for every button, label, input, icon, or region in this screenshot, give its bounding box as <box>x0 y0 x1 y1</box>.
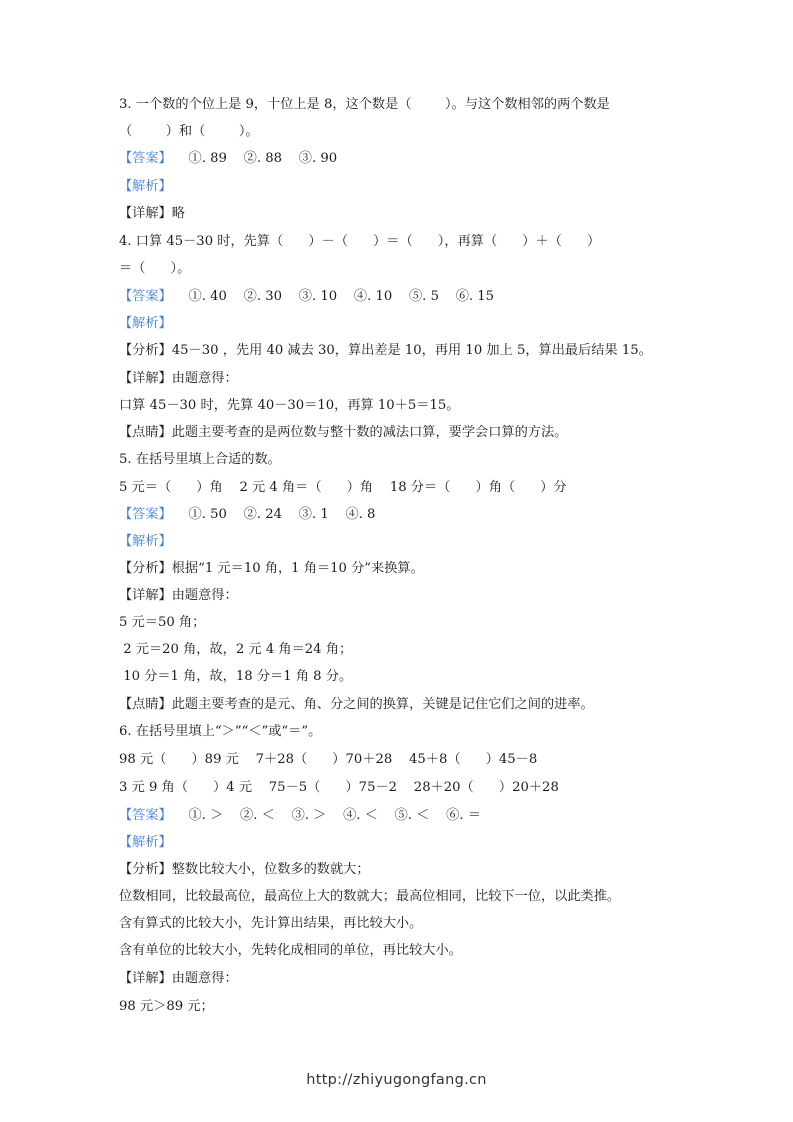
section-label: 【答案】 <box>119 808 172 823</box>
section-text: ①. 50 ②. 24 ③. 1 ④. 8 <box>171 507 376 522</box>
section-label: 【解析】 <box>119 179 172 194</box>
section-text: ①. ＞ ②. ＜ ③. ＞ ④. ＜ ⑤. ＜ ⑥. ＝ <box>171 808 481 823</box>
detail-q6: 【详解】由题意得： <box>119 971 238 986</box>
detail-q6-line-2: 98 元＞89 元； <box>119 999 214 1014</box>
analysis-label-q3 <box>119 178 172 196</box>
detail-q5: 【详解】由题意得： <box>119 588 238 603</box>
question-3-line-2: （ ）和（ ）。 <box>119 124 259 139</box>
analysis-label-q5 <box>119 533 172 551</box>
analysis-label-q4 <box>119 315 172 333</box>
analysis-label-q6 <box>119 834 172 852</box>
section-label: 【解析】 <box>119 316 172 331</box>
analysis-q6-line-4: 含有单位的比较大小，先转化成相同的单位，再比较大小。 <box>119 943 462 958</box>
analysis-q5: 【分析】根据“1 元＝10 角，1 角＝10 分”来换算。 <box>119 561 424 576</box>
detail-q3: 【详解】略 <box>119 206 185 221</box>
section-label: 【解析】 <box>119 835 172 850</box>
answer-label-q4 <box>119 288 494 306</box>
answer-label-q3 <box>119 150 337 168</box>
question-4-line-2: ＝（ ）。 <box>119 261 191 276</box>
analysis-q4: 【分析】45－30 ，先用 40 减去 30，算出差是 10，再用 10 加上 5，算出最后结果 15。 <box>119 343 652 358</box>
question-5-line-2: 5 元＝（ ）角 2 元 4 角＝（ ）角 18 分＝（ ）角（ ）分 <box>119 480 567 495</box>
question-6-line-3: 3 元 9 角（ ）4 元 75－5（ ）75－2 28＋20（ ）20＋28 <box>119 780 559 795</box>
comment-q4: 【点睛】此题主要考查的是两位数与整十数的减法口算，要学会口算的方法。 <box>119 425 568 440</box>
answer-label-q6 <box>119 807 481 825</box>
detail-q5-line-2: 5 元＝50 角； <box>119 615 206 630</box>
section-label: 【答案】 <box>119 289 172 304</box>
analysis-q6-line-3: 含有算式的比较大小，先计算出结果，再比较大小。 <box>119 916 423 931</box>
analysis-q6: 【分析】整数比较大小，位数多的数就大； <box>119 862 370 877</box>
section-text: ①. 40 ②. 30 ③. 10 ④. 10 ⑤. 5 ⑥. 15 <box>171 289 495 304</box>
answer-label-q5 <box>119 506 375 524</box>
question-3-line-1: 3. 一个数的个位上是 9，十位上是 8，这个数是（ ）。与这个数相邻的两个数是 <box>119 97 610 112</box>
question-6-line-1: 6. 在括号里填上“＞”“＜”或“＝”。 <box>119 724 322 739</box>
comment-q5: 【点睛】此题主要考查的是元、角、分之间的换算，关键是记住它们之间的进率。 <box>119 697 594 712</box>
question-4-line-1: 4. 口算 45－30 时，先算（ ）－（ ）＝（ ），再算（ ）＋（ ） <box>119 234 601 249</box>
section-text: ①. 89 ②. 88 ③. 90 <box>171 151 338 166</box>
detail-q5-line-3: 2 元＝20 角，故，2 元 4 角＝24 角； <box>119 642 353 657</box>
section-label: 【答案】 <box>119 507 172 522</box>
section-label: 【答案】 <box>119 151 172 166</box>
detail-q4-line-2: 口算 45－30 时，先算 40－30＝10，再算 10＋5＝15。 <box>119 398 460 413</box>
question-5-line-1: 5. 在括号里填上合适的数。 <box>119 452 281 467</box>
detail-q4: 【详解】由题意得： <box>119 371 238 386</box>
analysis-q6-line-2: 位数相同，比较最高位，最高位上大的数就大；最高位相同，比较下一位，以此类推。 <box>119 889 621 904</box>
footer-url: http://zhiyugongfang.cn <box>306 1072 487 1088</box>
section-label: 【解析】 <box>119 534 172 549</box>
question-6-line-2: 98 元（ ）89 元 7＋28（ ）70＋28 45＋8（ ）45－8 <box>119 752 538 767</box>
detail-q5-line-4: 10 分＝1 角，故，18 分＝1 角 8 分。 <box>119 669 353 684</box>
